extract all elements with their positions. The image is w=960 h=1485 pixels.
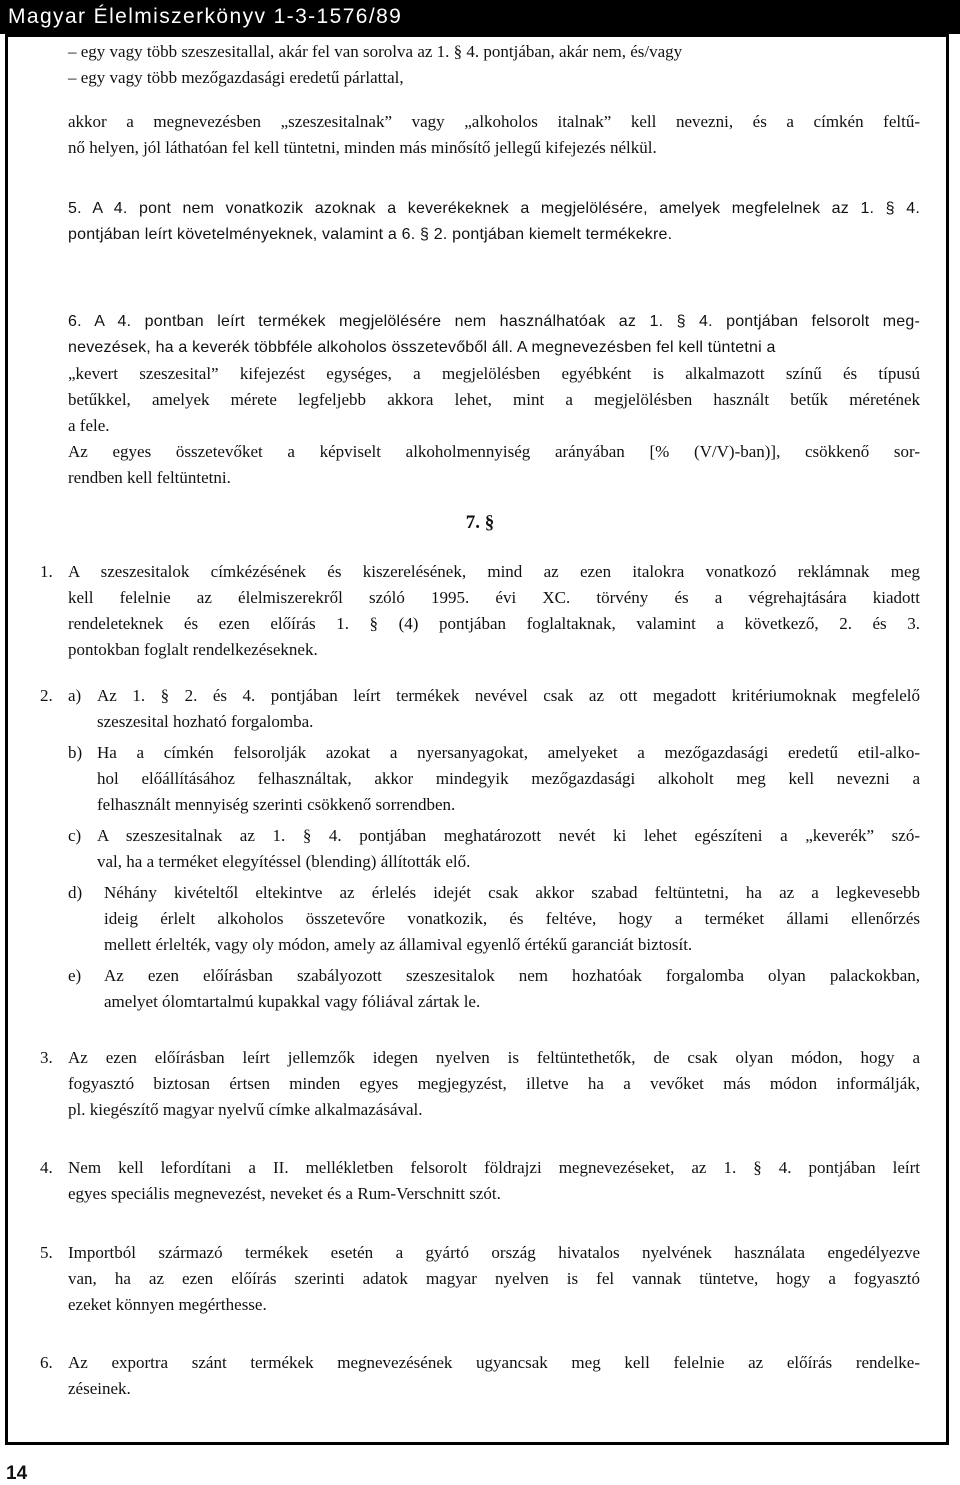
sub-item-label: e) [68, 966, 82, 985]
sub-item-d-line: Néhány kivételtől eltekintve az érlelés idejét csak akkor szabad feltüntetni, ha az a legkevesebb [104, 883, 920, 902]
document-header [0, 0, 960, 34]
section-heading: 7. § [465, 512, 495, 533]
sub-item-label: a) [68, 686, 82, 705]
sub-item-label: d) [68, 883, 83, 902]
paragraph-6-line: rendben kell feltüntetni. [68, 468, 231, 487]
item-number: 1. [40, 562, 53, 581]
item-5-line: van, ha az ezen előírás szerinti adatok magyar nyelven is fel vannak tüntetve, hogy a fogyasztó [68, 1269, 920, 1288]
sub-item-label: c) [68, 826, 82, 845]
item-3-line: pl. kiegészítő magyar nyelvű címke alkalmazásával. [68, 1100, 423, 1119]
paragraph-6-line: Az egyes összetevőket a képviselt alkoholmennyiség arányában [% (V/V)-ban)], csökkenő sor- [68, 442, 920, 461]
sub-item-label: b) [68, 743, 83, 762]
item-number: 4. [40, 1158, 53, 1177]
paragraph-6-line: nevezések, ha a keverék többféle alkoholos összetevőből áll. A megnevezésben fel kell tüntetni a [68, 339, 776, 356]
page-number: 14 [6, 1463, 28, 1484]
sub-item-d-line: mellett érlelték, vagy oly módon, amely az államival egyenlő értékű garanciát biztosít. [104, 935, 693, 954]
item-4-line: egyes speciális megnevezést, neveket és a Rum-Verschnitt szót. [68, 1184, 501, 1203]
item-number: 5. [40, 1243, 53, 1262]
dash-item-2: – egy vagy több mezőgazdasági eredetű párlattal, [68, 68, 404, 87]
item-3-line: Az ezen előírásban leírt jellemzők idegen nyelven is feltüntethetők, de csak olyan módon, hogy a [68, 1048, 920, 1067]
sub-item-e-line: amelyet ólomtartalmú kupakkal vagy fóliával zártak le. [104, 992, 481, 1011]
item-6-line: zéseinek. [68, 1379, 131, 1398]
item-1-line: pontokban foglalt rendelkezéseknek. [68, 640, 318, 659]
item-number: 2. [40, 686, 53, 705]
item-5-line: ezeket könnyen megérthesse. [68, 1295, 267, 1314]
paragraph-6-line: betűkkel, amelyek mérete legfeljebb akkora lehet, mint a megjelölésben használt betűk méretének [68, 390, 920, 409]
paragraph-5-line: pontjában leírt követelményeknek, valamint a 6. § 2. pontjában kiemelt termékekre. [68, 226, 673, 243]
item-6-line: Az exportra szánt termékek megnevezésének ugyancsak meg kell felelnie az előírás rendelke- [68, 1353, 920, 1372]
item-number: 6. [40, 1353, 53, 1372]
text-line: akkor a megnevezésben „szeszesitalnak” vagy „alkoholos italnak” kell nevezni, és a címkén feltű- [68, 112, 920, 131]
paragraph-6-line: 6. A 4. pontban leírt termékek megjelölésére nem használhatóak az 1. § 4. pontjában felsorolt meg- [68, 313, 920, 330]
sub-item-c-line: val, ha a terméket elegyítéssel (blending) állították elő. [97, 852, 471, 871]
sub-item-b-line: felhasznált mennyiség szerinti csökkenő sorrendben. [97, 795, 456, 814]
item-1-line: A szeszesitalok címkézésének és kiszerelésének, mind az ezen italokra vonatkozó reklámnak meg [68, 562, 920, 581]
sub-item-c-line: A szeszesitalnak az 1. § 4. pontjában meghatározott nevét ki lehet egészíteni a „keverék” szó- [97, 826, 920, 845]
sub-item-d-line: ideig érlelt alkoholos összetevőre vonatkozik, és feltéve, hogy a terméket állami ellenőrzés [104, 909, 920, 928]
dash-item-1: – egy vagy több szeszesitallal, akár fel van sorolva az 1. § 4. pontjában, akár nem, és/vagy [68, 42, 683, 61]
paragraph-5-line: 5. A 4. pont nem vonatkozik azoknak a keverékeknek a megjelölésére, amelyek megfelelnek az 1. § 4. [68, 200, 920, 217]
item-1-line: kell felelnie az élelmiszerekről szóló 1995. évi XC. törvény és a végrehajtására kiadott [68, 588, 920, 607]
item-4-line: Nem kell lefordítani a II. mellékletben felsorolt földrajzi megnevezéseket, az 1. § 4. pontjában leírt [68, 1158, 920, 1177]
item-5-line: Importból származó termékek esetén a gyártó ország hivatalos nyelvének használata engedélyezve [68, 1243, 920, 1262]
item-1-line: rendeleteknek és ezen előírás 1. § (4) pontjában foglaltaknak, valamint a következő, 2. és 3. [68, 614, 920, 633]
sub-item-a-line: szeszesital hozható forgalomba. [97, 712, 314, 731]
header-title: Magyar Élelmiszerkönyv 1-3-1576/89 [8, 5, 403, 28]
item-number: 3. [40, 1048, 53, 1067]
sub-item-b-line: Ha a címkén felsorolják azokat a nyersanyagokat, amelyeket a mezőgazdasági eredetű etil-alko- [97, 743, 920, 762]
paragraph-6-line: a fele. [68, 416, 110, 435]
sub-item-a-line: Az 1. § 2. és 4. pontjában leírt termékek nevével csak az ott megadott kritériumoknak megfelelő [97, 686, 920, 705]
paragraph-6-line: „kevert szeszesital” kifejezést egységes, a megjelölésben egyébként is alkalmazott színű és típusú [68, 364, 920, 383]
text-line: nő helyen, jól láthatóan fel kell tüntetni, minden más minősítő jellegű kifejezés nélkül. [68, 138, 657, 157]
sub-item-b-line: hol előállításához felhasználtak, akkor mindegyik mezőgazdasági alkoholt meg kell nevezni a [97, 769, 920, 788]
item-3-line: fogyasztó biztosan értsen minden egyes megjegyzést, illetve ha a vevőket más módon informálják, [68, 1074, 920, 1093]
sub-item-e-line: Az ezen előírásban szabályozott szeszesitalok nem hozhatóak forgalomba olyan palackokban, [104, 966, 920, 985]
